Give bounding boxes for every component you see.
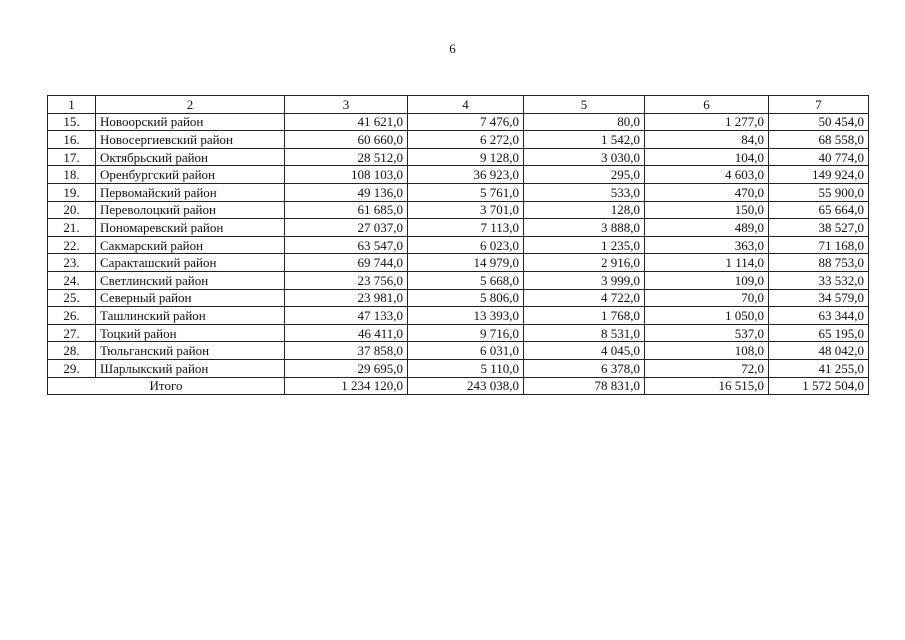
value-cell-col6: 1 050,0 <box>645 307 769 325</box>
value-cell-col7: 65 195,0 <box>769 324 869 342</box>
table-row <box>48 324 869 342</box>
value-cell-col7: 34 579,0 <box>769 289 869 307</box>
table-row <box>48 113 869 131</box>
column-number-row <box>48 96 869 114</box>
row-number-cell: 23. <box>48 254 96 272</box>
table-row <box>48 131 869 149</box>
total-value-c5: 78 831,0 <box>524 377 645 395</box>
row-number-cell: 19. <box>48 183 96 201</box>
row-number-cell: 20. <box>48 201 96 219</box>
column-header-7: 7 <box>769 96 869 114</box>
table-row <box>48 359 869 377</box>
value-cell-col6: 363,0 <box>645 236 769 254</box>
district-name-cell: Тюльганский район <box>96 342 285 360</box>
table-row <box>48 342 869 360</box>
value-cell-col5: 4 722,0 <box>524 289 645 307</box>
value-cell-col5: 4 045,0 <box>524 342 645 360</box>
row-number-cell: 17. <box>48 148 96 166</box>
value-cell-col3: 28 512,0 <box>285 148 408 166</box>
value-cell-col6: 84,0 <box>645 131 769 149</box>
value-cell-col6: 150,0 <box>645 201 769 219</box>
row-number-cell: 18. <box>48 166 96 184</box>
value-cell-col3: 41 621,0 <box>285 113 408 131</box>
value-cell-col5: 1 235,0 <box>524 236 645 254</box>
row-number-cell: 26. <box>48 307 96 325</box>
table-row <box>48 148 869 166</box>
value-cell-col5: 1 542,0 <box>524 131 645 149</box>
value-cell-col3: 46 411,0 <box>285 324 408 342</box>
value-cell-col6: 70,0 <box>645 289 769 307</box>
row-number-cell: 28. <box>48 342 96 360</box>
value-cell-col5: 3 999,0 <box>524 271 645 289</box>
value-cell-col4: 5 668,0 <box>408 271 524 289</box>
value-cell-col5: 2 916,0 <box>524 254 645 272</box>
value-cell-col3: 37 858,0 <box>285 342 408 360</box>
table-row <box>48 166 869 184</box>
value-cell-col6: 108,0 <box>645 342 769 360</box>
value-cell-col5: 1 768,0 <box>524 307 645 325</box>
value-cell-col7: 38 527,0 <box>769 219 869 237</box>
district-name-cell: Новосергиевский район <box>96 131 285 149</box>
value-cell-col4: 13 393,0 <box>408 307 524 325</box>
value-cell-col3: 60 660,0 <box>285 131 408 149</box>
district-name-cell: Новоорский район <box>96 113 285 131</box>
value-cell-col3: 29 695,0 <box>285 359 408 377</box>
column-header-3: 3 <box>285 96 408 114</box>
total-value-c6: 16 515,0 <box>645 377 769 395</box>
column-header-6: 6 <box>645 96 769 114</box>
value-cell-col5: 128,0 <box>524 201 645 219</box>
value-cell-col6: 72,0 <box>645 359 769 377</box>
value-cell-col6: 4 603,0 <box>645 166 769 184</box>
value-cell-col3: 27 037,0 <box>285 219 408 237</box>
value-cell-col7: 65 664,0 <box>769 201 869 219</box>
value-cell-col7: 71 168,0 <box>769 236 869 254</box>
value-cell-col6: 104,0 <box>645 148 769 166</box>
value-cell-col7: 41 255,0 <box>769 359 869 377</box>
value-cell-col7: 40 774,0 <box>769 148 869 166</box>
value-cell-col6: 109,0 <box>645 271 769 289</box>
value-cell-col5: 295,0 <box>524 166 645 184</box>
value-cell-col3: 69 744,0 <box>285 254 408 272</box>
value-cell-col4: 3 701,0 <box>408 201 524 219</box>
value-cell-col5: 8 531,0 <box>524 324 645 342</box>
column-header-5: 5 <box>524 96 645 114</box>
value-cell-col4: 36 923,0 <box>408 166 524 184</box>
value-cell-col3: 47 133,0 <box>285 307 408 325</box>
value-cell-col4: 7 476,0 <box>408 113 524 131</box>
value-cell-col6: 470,0 <box>645 183 769 201</box>
column-header-2: 2 <box>96 96 285 114</box>
value-cell-col3: 49 136,0 <box>285 183 408 201</box>
district-name-cell: Пономаревский район <box>96 219 285 237</box>
table-row <box>48 289 869 307</box>
value-cell-col7: 88 753,0 <box>769 254 869 272</box>
district-name-cell: Первомайский район <box>96 183 285 201</box>
value-cell-col7: 149 924,0 <box>769 166 869 184</box>
column-header-4: 4 <box>408 96 524 114</box>
value-cell-col4: 5 110,0 <box>408 359 524 377</box>
district-name-cell: Ташлинский район <box>96 307 285 325</box>
value-cell-col6: 537,0 <box>645 324 769 342</box>
value-cell-col4: 9 128,0 <box>408 148 524 166</box>
value-cell-col6: 1 114,0 <box>645 254 769 272</box>
value-cell-col5: 533,0 <box>524 183 645 201</box>
value-cell-col4: 6 272,0 <box>408 131 524 149</box>
table-row <box>48 254 869 272</box>
table-row <box>48 271 869 289</box>
district-name-cell: Саракташский район <box>96 254 285 272</box>
value-cell-col5: 80,0 <box>524 113 645 131</box>
value-cell-col3: 108 103,0 <box>285 166 408 184</box>
district-name-cell: Октябрьский район <box>96 148 285 166</box>
row-number-cell: 27. <box>48 324 96 342</box>
row-number-cell: 24. <box>48 271 96 289</box>
value-cell-col3: 23 981,0 <box>285 289 408 307</box>
value-cell-col4: 6 023,0 <box>408 236 524 254</box>
column-header-1: 1 <box>48 96 96 114</box>
total-value-c3: 1 234 120,0 <box>285 377 408 395</box>
value-cell-col5: 6 378,0 <box>524 359 645 377</box>
value-cell-col3: 61 685,0 <box>285 201 408 219</box>
district-name-cell: Сакмарский район <box>96 236 285 254</box>
table-row <box>48 219 869 237</box>
total-label: Итого <box>48 377 285 395</box>
district-name-cell: Оренбургский район <box>96 166 285 184</box>
district-name-cell: Тоцкий район <box>96 324 285 342</box>
row-number-cell: 25. <box>48 289 96 307</box>
district-name-cell: Северный район <box>96 289 285 307</box>
value-cell-col7: 48 042,0 <box>769 342 869 360</box>
value-cell-col6: 1 277,0 <box>645 113 769 131</box>
value-cell-col7: 63 344,0 <box>769 307 869 325</box>
value-cell-col5: 3 888,0 <box>524 219 645 237</box>
district-name-cell: Переволоцкий район <box>96 201 285 219</box>
row-number-cell: 21. <box>48 219 96 237</box>
value-cell-col6: 489,0 <box>645 219 769 237</box>
total-value-c7: 1 572 504,0 <box>769 377 869 395</box>
value-cell-col3: 63 547,0 <box>285 236 408 254</box>
value-cell-col4: 14 979,0 <box>408 254 524 272</box>
total-value-c4: 243 038,0 <box>408 377 524 395</box>
row-number-cell: 16. <box>48 131 96 149</box>
district-budget-table <box>47 95 869 395</box>
total-row <box>48 377 869 395</box>
table-row <box>48 183 869 201</box>
row-number-cell: 15. <box>48 113 96 131</box>
district-name-cell: Шарлыкский район <box>96 359 285 377</box>
district-name-cell: Светлинский район <box>96 271 285 289</box>
value-cell-col4: 5 761,0 <box>408 183 524 201</box>
value-cell-col4: 5 806,0 <box>408 289 524 307</box>
table-row <box>48 201 869 219</box>
value-cell-col3: 23 756,0 <box>285 271 408 289</box>
value-cell-col7: 55 900,0 <box>769 183 869 201</box>
table-row <box>48 307 869 325</box>
value-cell-col7: 33 532,0 <box>769 271 869 289</box>
row-number-cell: 22. <box>48 236 96 254</box>
value-cell-col4: 9 716,0 <box>408 324 524 342</box>
page-number: 6 <box>449 41 456 56</box>
value-cell-col4: 7 113,0 <box>408 219 524 237</box>
table-row <box>48 236 869 254</box>
value-cell-col5: 3 030,0 <box>524 148 645 166</box>
row-number-cell: 29. <box>48 359 96 377</box>
value-cell-col7: 50 454,0 <box>769 113 869 131</box>
value-cell-col4: 6 031,0 <box>408 342 524 360</box>
value-cell-col7: 68 558,0 <box>769 131 869 149</box>
